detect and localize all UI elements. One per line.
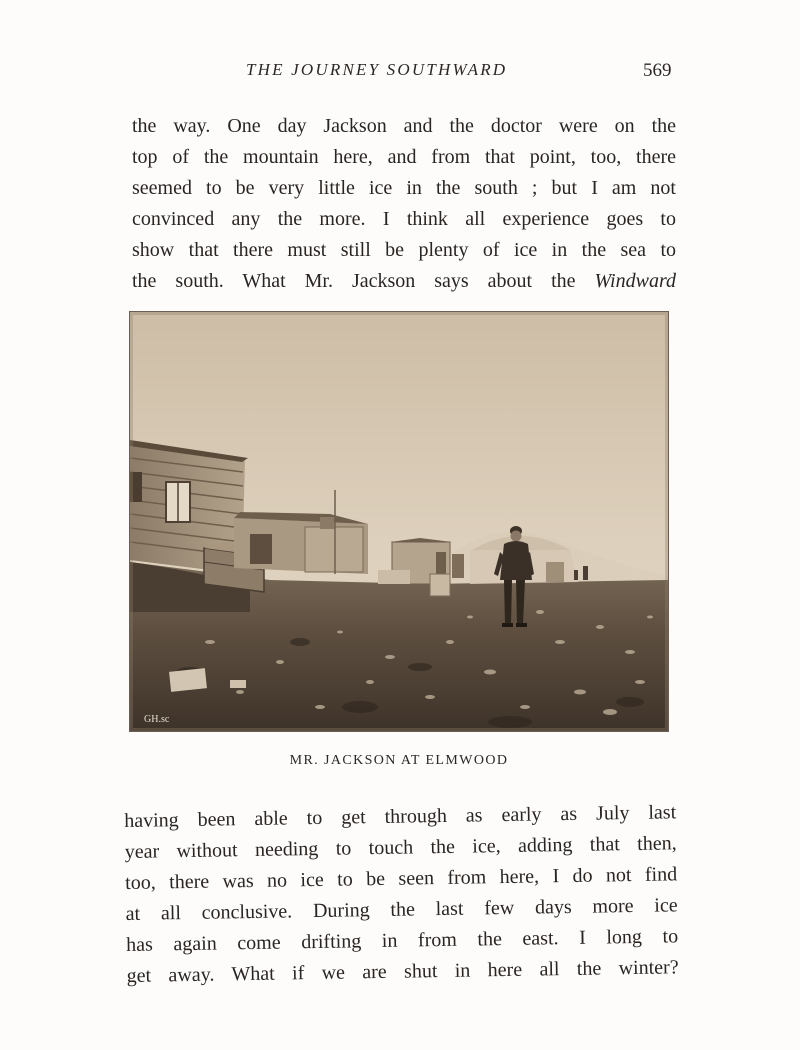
text-line: convinced any the more. I think all experience goes to [132,208,676,230]
figure-caption [0,753,800,769]
running-title: THE JOURNEY SOUTHWARD [246,60,508,79]
text-line: seemed to be very little ice in the south ; but I am not [132,177,676,199]
text-line: too, there was no ice to be seen from here, I do not find [125,863,678,894]
running-header [0,58,800,88]
lower-paragraph [124,797,679,992]
text-line: year without needing to touch the ice, adding that then, [124,832,677,863]
text-line: top of the mountain here, and from that point, too, there [132,146,676,168]
photograph-elmwood [130,312,668,731]
text-line: having been able to get through as early as July last [124,801,677,832]
text-line: the way. One day Jackson and the doctor were on the [132,115,676,137]
page-number: 569 [643,60,672,81]
caption-text: MR. JACKSON AT ELMWOOD [289,753,509,768]
ship-name-italic: Windward [594,270,676,292]
text-line: at all conclusive. During the last few days more ice [125,894,678,925]
text-line-with-italic [132,266,676,297]
upper-paragraph [132,111,676,297]
photograph-plate [129,311,669,732]
text-line: the south. What Mr. Jackson says about the [132,270,576,292]
text-line: has again come drifting in from the east. I long to [126,925,679,956]
text-line: show that there must still be plenty of ice in the sea to [132,239,676,261]
text-line: get away. What if we are shut in here all the winter? [126,956,679,987]
photo-monogram: GH.sc [144,714,170,725]
